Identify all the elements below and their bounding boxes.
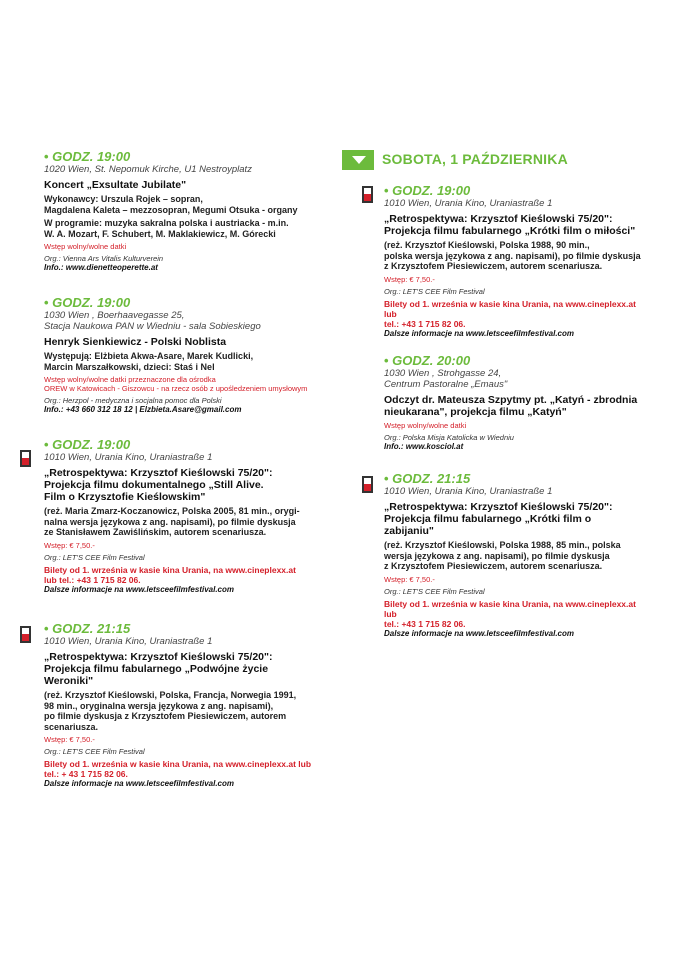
event-program: W programie: muzyka sakralna polska i austriacka - m.in. W. A. Mozart, F. Schubert, M. Maklakiewicz, M. Górecki xyxy=(44,218,289,239)
event-time: • GODZ. 19:00 xyxy=(44,437,131,452)
event-place: 1020 Wien, St. Nepomuk Kirche, U1 Nestroyplatz xyxy=(44,164,252,175)
event-entry: Wstęp: € 7,50.- xyxy=(384,274,435,284)
event-title: Odczyt dr. Mateusza Szpytmy pt. „Katyń - zbrodnia nieukarana", projekcja filmu „Katyń" xyxy=(384,394,638,418)
event-time: • GODZ. 21:15 xyxy=(44,621,131,636)
event-koncert xyxy=(44,150,316,273)
event-entry: Wstęp wolny/wolne datki xyxy=(384,421,467,430)
event-place: 1010 Wien, Urania Kino, Uraniastraße 1 xyxy=(44,636,213,647)
event-time: • GODZ. 19:00 xyxy=(44,295,131,310)
event-tickets: Bilety od 1. września w kasie kina Urania, na www.cineplexx.at lub tel.: +43 1 715 82 06. xyxy=(44,564,296,585)
event-desc: (reż. Krzysztof Kieślowski, Polska 1988, 90 min., polska wersja językowa z ang. napisami), po filmie dyskusja z Krzysztofem Piesiewiczem, autorem scenariusza. xyxy=(384,240,641,271)
event-entry: Wstęp: € 7,50.- xyxy=(44,540,95,550)
event-entry: Wstęp: € 7,50.- xyxy=(384,574,435,584)
film-ticket-icon xyxy=(362,186,373,203)
event-time: • GODZ. 19:00 xyxy=(384,183,471,198)
event-tickets: Bilety od 1. września w kasie kina Urania, na www.cineplexx.at lub tel.: + 43 1 715 82 06. xyxy=(44,759,312,779)
event-tickets: Bilety od 1. września w kasie kina Urania, na www.cineplexx.at lub tel.: +43 1 715 82 06. xyxy=(384,298,636,329)
event-time: • GODZ. 19:00 xyxy=(44,149,131,164)
event-weronika xyxy=(44,622,316,789)
event-sienkiewicz xyxy=(44,296,316,415)
event-info-link[interactable]: Info.: +43 660 312 18 12 | Elzbieta.Asare@gmail.com xyxy=(44,405,242,414)
event-org: Org.: LET'S CEE Film Festival xyxy=(44,552,145,562)
event-title: „Retrospektywa: Krzysztof Kieślowski 75/20": Projekcja filmu dokumentalnego „Still Alive. Film o Krzysztofie Kieślowskim" xyxy=(44,467,273,503)
event-org: Org.: LET'S CEE Film Festival xyxy=(384,286,485,296)
event-time: • GODZ. 20:00 xyxy=(384,353,471,368)
event-desc: (reż. Krzysztof Kieślowski, Polska, Francja, Norwegia 1991, 98 min., oryginalna wersja językowa z ang. napisami), po filmie dyskusja z Krzysztofem Piesiewiczem, autorem scenariusza. xyxy=(44,690,297,732)
event-entry: Wstęp wolny/wolne datki przeznaczone dla ośrodka OREW w Katowicach - Giszowcu - na rzecz osób z upośledzeniem umysłowym xyxy=(44,375,308,393)
event-place: 1010 Wien, Urania Kino, Uraniastraße 1 xyxy=(384,198,553,209)
event-desc: (reż. Krzysztof Kieślowski, Polska 1988, 85 min., polska wersja językowa z ang. napisami), po filmie dyskusja z Krzysztofem Piesiewiczem, autorem scenariusza. xyxy=(384,540,621,571)
event-place: 1030 Wien , Boerhaavegasse 25, Stacja Naukowa PAN w Wiedniu - sala Sobieskiego xyxy=(44,310,261,332)
event-place: 1030 Wien , Strohgasse 24, Centrum Pastoralne „Emaus" xyxy=(384,368,508,390)
event-zabijaniu xyxy=(384,472,642,639)
film-ticket-icon xyxy=(20,450,31,467)
event-time: • GODZ. 21:15 xyxy=(384,471,471,486)
film-ticket-icon xyxy=(362,476,373,493)
event-title: Henryk Sienkiewicz - Polski Noblista xyxy=(44,336,227,348)
event-desc: Występują: Elżbieta Akwa-Asare, Marek Kudlicki, Marcin Marszałkowski, dzieci: Staś i Nel xyxy=(44,351,254,372)
event-org: Org.: Herzpol - medyczna i socjalna pomoc dla Polski xyxy=(44,396,222,405)
event-org: Org.: LET'S CEE Film Festival xyxy=(44,747,145,756)
chevron-down-icon xyxy=(342,150,374,170)
event-still-alive xyxy=(44,438,316,595)
film-ticket-icon xyxy=(20,626,31,643)
event-desc: Wykonawcy: Urszula Rojek – sopran, Magdalena Kaleta – mezzosopran, Megumi Otsuka - organy xyxy=(44,194,298,215)
event-title: „Retrospektywa: Krzysztof Kieślowski 75/20": Projekcja filmu fabularnego „Krótki film o miłości" xyxy=(384,213,636,237)
event-katyn xyxy=(384,354,642,452)
event-org: Org.: Vienna Ars Vitalis Kulturverein xyxy=(44,254,164,263)
event-desc: (reż. Maria Zmarz-Koczanowicz, Polska 2005, 81 min., orygi- nalna wersja językowa z ang. napisami), po filmie dyskusja ze Stanisławem Zawiślińskim, autorem scenariusza. xyxy=(44,506,300,537)
event-title: Koncert „Exsultate Jubilate" xyxy=(44,179,187,191)
event-place: 1010 Wien, Urania Kino, Uraniastraße 1 xyxy=(384,486,553,497)
event-place: 1010 Wien, Urania Kino, Uraniastraße 1 xyxy=(44,452,213,463)
day-title: SOBOTA, 1 PAŹDZIERNIKA xyxy=(382,151,568,167)
event-entry: Wstęp: € 7,50.- xyxy=(44,735,95,744)
day-header xyxy=(342,150,642,170)
event-info-link[interactable]: Dalsze informacje na www.letsceefilmfestival.com xyxy=(384,328,574,338)
event-entry: Wstęp wolny/wolne datki xyxy=(44,242,127,251)
event-info-link[interactable]: Info.: www.dienetteoperette.at xyxy=(44,263,158,272)
event-org: Org.: LET'S CEE Film Festival xyxy=(384,586,485,596)
event-org: Org.: Polska Misja Katolicka w Wiedniu xyxy=(384,433,514,442)
event-info-link[interactable]: Dalsze informacje na www.letsceefilmfestival.com xyxy=(384,628,574,638)
event-info-link[interactable]: Dalsze informacje na www.letsceefilmfestival.com xyxy=(44,779,234,788)
event-tickets: Bilety od 1. września w kasie kina Urania, na www.cineplexx.at lub tel.: +43 1 715 82 06. xyxy=(384,598,636,629)
event-milosc xyxy=(384,184,642,339)
event-title: „Retrospektywa: Krzysztof Kieślowski 75/20": Projekcja filmu fabularnego „Podwójne życie Weroniki" xyxy=(44,651,273,687)
event-title: „Retrospektywa: Krzysztof Kieślowski 75/20": Projekcja filmu fabularnego „Krótki film o zabijaniu" xyxy=(384,501,613,537)
event-info-link[interactable]: Info.: www.kosciol.at xyxy=(384,442,464,451)
event-info-link[interactable]: Dalsze informacje na www.letsceefilmfestival.com xyxy=(44,584,234,594)
